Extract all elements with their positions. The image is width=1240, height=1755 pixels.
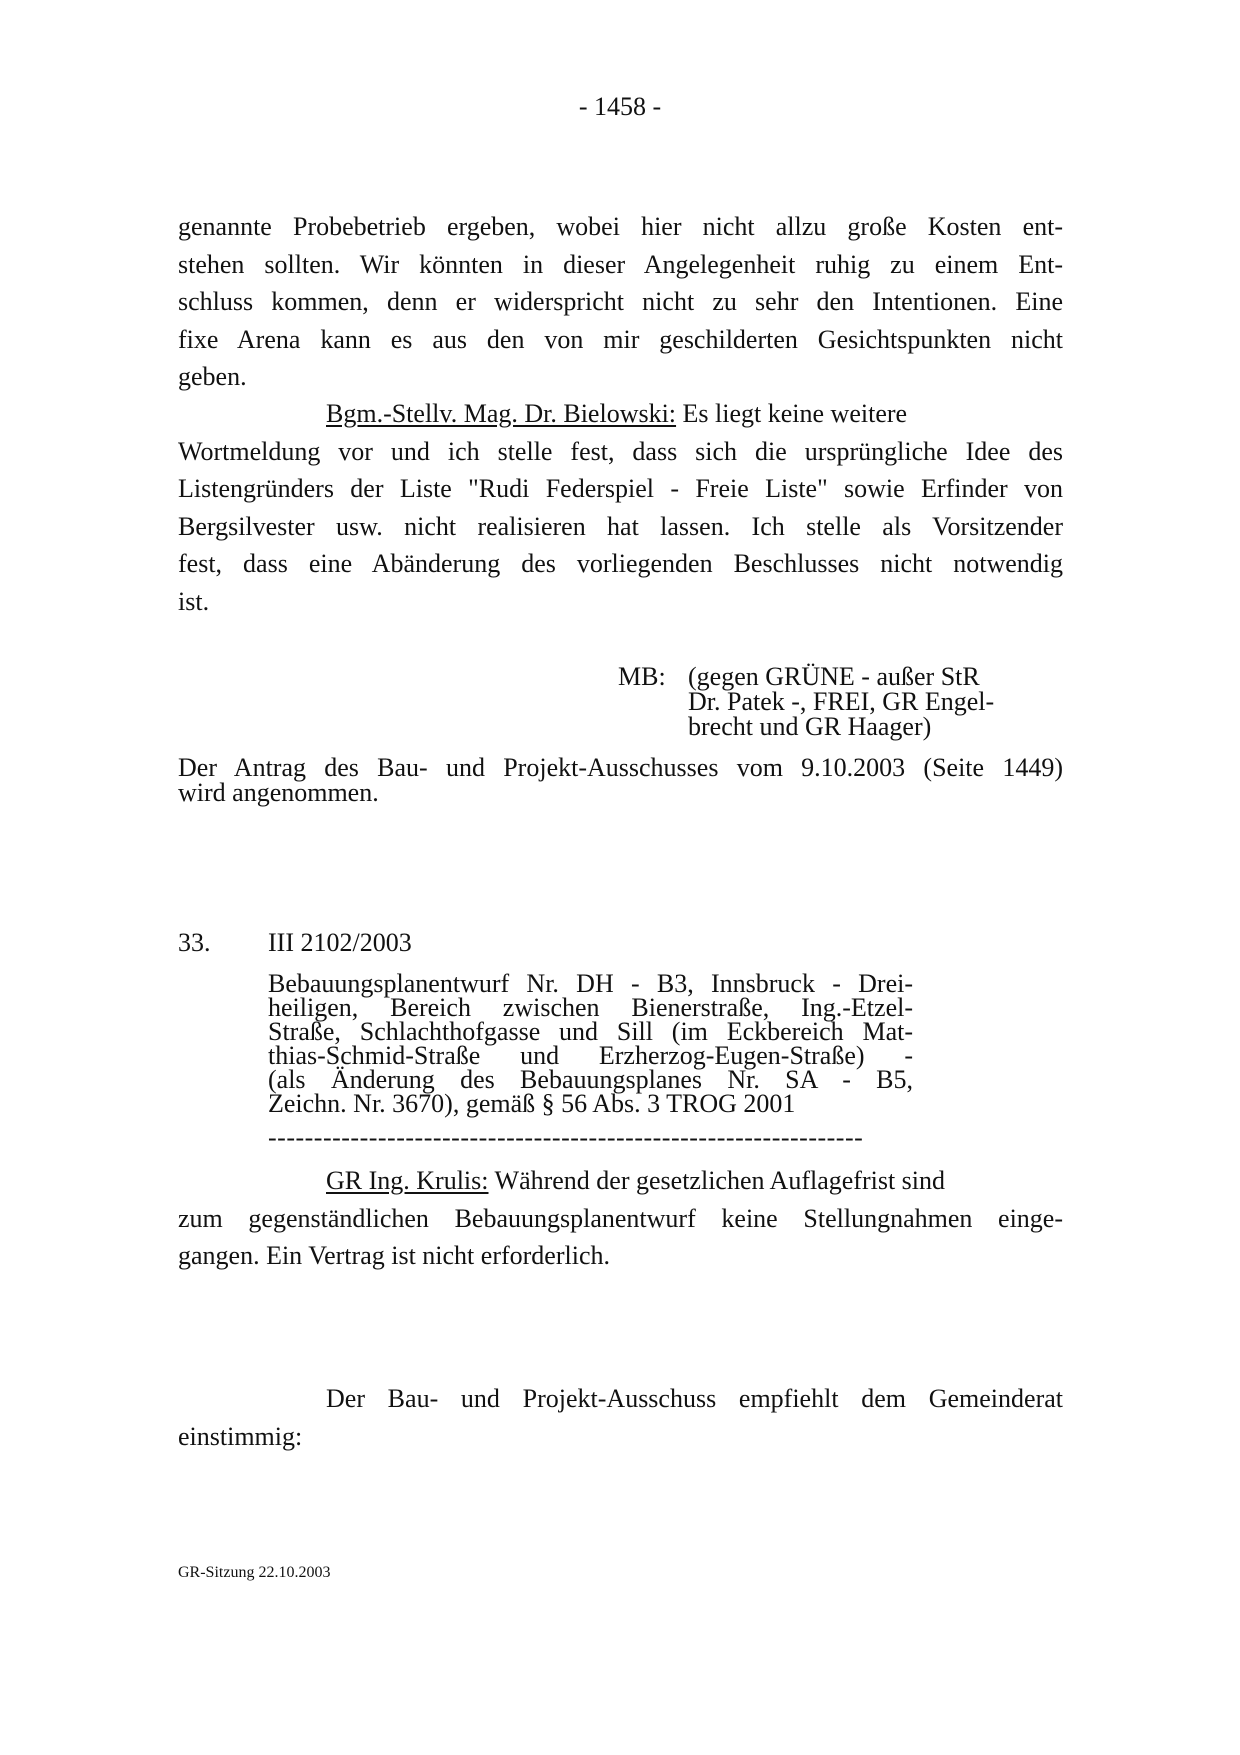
text-line: Der Antrag des Bau- und Projekt-Ausschusses vom 9.10.2003 (Seite 1449) <box>178 753 1063 782</box>
separator-line: ----------------------------------------------------------------- <box>268 1128 864 1148</box>
title-line: Straße, Schlachthofgasse und Sill (im Eckbereich Mat- <box>268 1017 913 1046</box>
vote-line: (gegen GRÜNE - außer StR <box>688 662 980 691</box>
text-line: genannte Probebetrieb ergeben, wobei hier nicht allzu große Kosten ent- <box>178 212 1063 241</box>
speaker-name: Bgm.-Stellv. Mag. Dr. Bielowski: <box>326 399 677 428</box>
text-line: Listengründers der Liste "Rudi Federspiel - Freie Liste" sowie Erfinder von <box>178 474 1063 503</box>
text-line: zum gegenständlichen Bebauungsplanentwurf keine Stellungnahmen einge- <box>178 1203 1063 1233</box>
text-line: gangen. Ein Vertrag ist nicht erforderlich. <box>178 1241 610 1270</box>
paragraph-continuation <box>178 208 1063 396</box>
text-line <box>178 395 1063 433</box>
title-line: Zeichn. Nr. 3670), gemäß § 56 Abs. 3 TROG 2001 <box>268 1089 796 1118</box>
text-line <box>178 1380 1063 1418</box>
text-line: fixe Arena kann es aus den von mir geschilderten Gesichtspunkten nicht <box>178 324 1063 354</box>
text-line: Bergsilvester usw. nicht realisieren hat lassen. Ich stelle als Vorsitzender <box>178 511 1063 541</box>
text-line: geben. <box>178 362 247 391</box>
footer-session: GR-Sitzung 22.10.2003 <box>178 1564 331 1581</box>
agenda-item-code: III 2102/2003 <box>268 928 412 957</box>
title-line: heiligen, Bereich zwischen Bienerstraße, Ing.-Etzel- <box>268 993 913 1022</box>
text-line: einstimmig: <box>178 1421 303 1451</box>
rapporteur-paragraph <box>178 1162 1063 1275</box>
agenda-item-title <box>268 969 913 1118</box>
vote-line: Dr. Patek -, FREI, GR Engel- <box>688 687 995 716</box>
committee-recommendation <box>178 1380 1063 1455</box>
page-number: - 1458 - <box>578 92 662 121</box>
title-line: (als Änderung des Bebauungsplanes Nr. SA - B5, <box>268 1065 913 1094</box>
speech-text: Während der gesetzlichen Auflagefrist sind <box>488 1166 946 1195</box>
title-line: thias-Schmid-Straße und Erzherzog-Eugen-Straße) - <box>268 1041 913 1070</box>
text-line: Wortmeldung vor und ich stelle fest, dass sich die ursprüngliche Idee des <box>178 436 1063 466</box>
speaker-name: GR Ing. Krulis: <box>326 1166 489 1195</box>
text-line: fest, dass eine Abänderung des vorliegenden Beschlusses nicht notwendig <box>178 549 1063 578</box>
vote-label: MB: <box>618 662 666 691</box>
title-line: Bebauungsplanentwurf Nr. DH - B3, Innsbruck - Drei- <box>268 969 913 998</box>
resolution-result <box>178 755 1063 805</box>
text-line: wird angenommen. <box>178 778 379 807</box>
agenda-item-number: 33. <box>178 928 211 957</box>
chair-statement-paragraph <box>178 395 1063 620</box>
text-line: ist. <box>178 586 210 616</box>
text-line: stehen sollten. Wir könnten in dieser Angelegenheit ruhig zu einem Ent- <box>178 249 1063 279</box>
speech-text: Es liegt keine weitere <box>676 399 908 428</box>
vote-line: brecht und GR Haager) <box>688 712 932 741</box>
text-line: schluss kommen, denn er widerspricht nicht zu sehr den Intentionen. Eine <box>178 287 1063 316</box>
text-line <box>178 1162 1063 1200</box>
recommendation-text: Der Bau- und Projekt-Ausschuss empfiehlt dem Gemeinderat <box>326 1384 1063 1413</box>
